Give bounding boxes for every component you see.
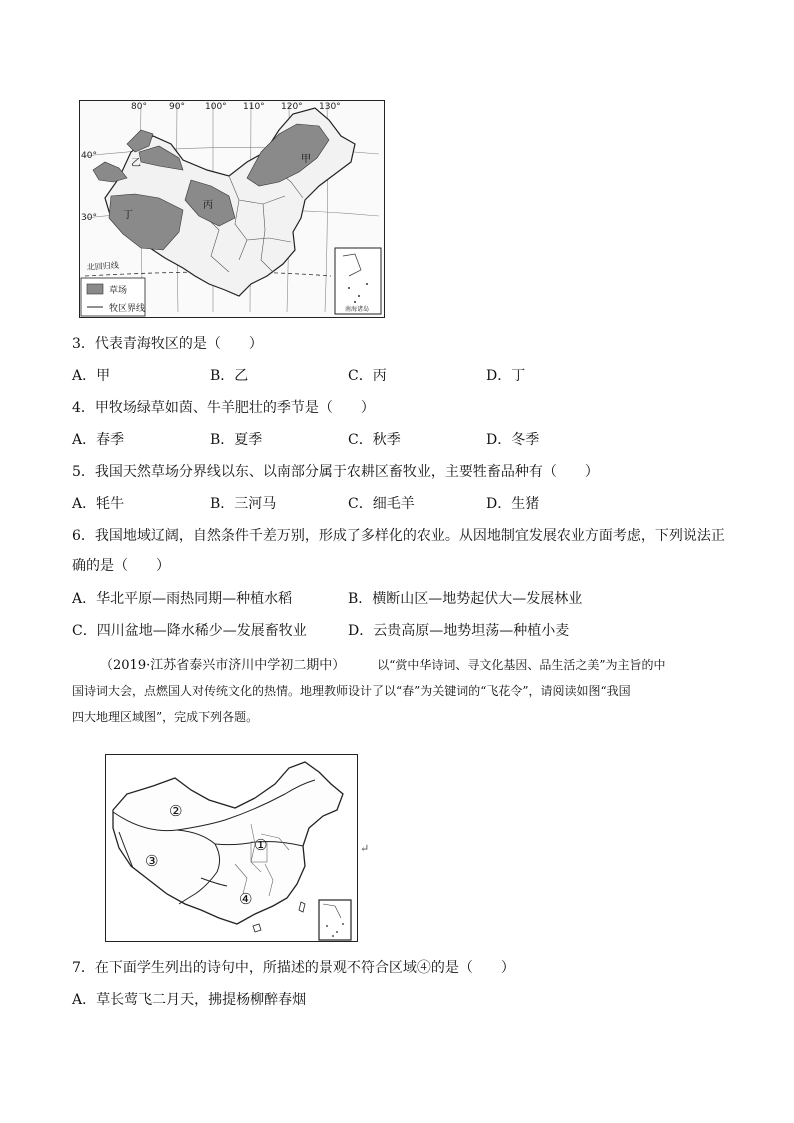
question-7-option-a[interactable]: A．草长莺飞二月天，拂提杨柳醉春烟	[72, 992, 307, 1008]
region-label-3: ③	[145, 852, 159, 870]
lon-label-110: 110°	[243, 102, 265, 112]
lon-label-90: 90°	[169, 102, 185, 112]
legend-boundary-label: 牧区界线	[109, 304, 146, 314]
region-label-bing: 丙	[203, 200, 213, 211]
question-4-option-d[interactable]: D．冬季	[486, 432, 540, 448]
question-6-stem-line1: 6．我国地域辽阔，自然条件千差万别，形成了多样化的农业。从因地制宜发展农业方面考虑，下列说法正	[72, 528, 725, 544]
inset-label: 南海诸岛	[344, 306, 370, 313]
legend-grass-label: 草场	[109, 286, 128, 296]
pasture-map-svg	[79, 100, 385, 318]
lon-label-80: 80°	[131, 102, 147, 112]
intro-text-line2: 国诗词大会，点燃国人对传统文化的热情。地理教师设计了以“春”为关键词的“飞花令”，请阅读如图“我国	[72, 684, 631, 698]
question-4-option-c[interactable]: C．秋季	[348, 432, 401, 448]
lat-label-40: 40°	[81, 151, 97, 161]
region-label-4: ④	[239, 890, 253, 908]
question-6-stem-line2: 确的是（ ）	[72, 558, 170, 574]
region-label-yi: 乙	[131, 158, 141, 169]
question-7-stem: 7．在下面学生列出的诗句中，所描述的景观不符合区域④的是（ ）	[72, 960, 515, 976]
intro-source: （2019·江苏省泰兴市济川中学初二期中）	[100, 658, 346, 673]
regions-map-svg	[105, 754, 358, 942]
question-3-option-d[interactable]: D．丁	[486, 368, 526, 384]
question-3-option-b[interactable]: B．乙	[210, 368, 249, 384]
question-3-stem: 3．代表青海牧区的是（ ）	[72, 336, 263, 352]
lat-label-30: 30°	[81, 213, 97, 223]
question-3-option-c[interactable]: C．丙	[348, 368, 387, 384]
question-4-option-a[interactable]: A．春季	[72, 432, 125, 448]
question-5-option-c[interactable]: C．细毛羊	[348, 496, 415, 512]
legend-grass-swatch	[87, 284, 103, 294]
intro-text-line3: 四大地理区域图”，完成下列各题。	[72, 710, 259, 724]
question-4-option-b[interactable]: B．夏季	[210, 432, 263, 448]
question-6-option-b[interactable]: B．横断山区—地势起伏大—发展林业	[348, 591, 583, 607]
question-5-option-d[interactable]: D．生猪	[486, 496, 540, 512]
return-mark: ↵	[360, 842, 370, 855]
lon-label-120: 120°	[281, 102, 303, 112]
intro-text-line1: 以“赏中华诗词、寻文化基因、品生活之美”为主旨的中	[377, 658, 666, 672]
question-5-option-a[interactable]: A．牦牛	[72, 496, 125, 512]
question-5-stem: 5．我国天然草场分界线以东、以南部分属于农耕区畜牧业，主要牲畜品种有（ ）	[72, 464, 599, 480]
intro-line1	[100, 652, 740, 679]
question-5-option-b[interactable]: B．三河马	[210, 496, 277, 512]
tropic-label: 北回归线	[86, 260, 120, 272]
region-label-2: ②	[169, 802, 183, 820]
lon-label-130: 130°	[319, 102, 341, 112]
question-6-option-c[interactable]: C．四川盆地—降水稀少—发展畜牧业	[72, 623, 307, 639]
regions-map	[105, 754, 358, 942]
question-6-option-d[interactable]: D．云贵高原—地势坦荡—种植小麦	[348, 623, 570, 639]
region-label-ding: 丁	[123, 210, 133, 221]
pasture-map	[79, 100, 385, 318]
question-4-stem: 4．甲牧场绿草如茵、牛羊肥壮的季节是（ ）	[72, 400, 375, 416]
question-3-option-a[interactable]: A．甲	[72, 368, 111, 384]
lon-label-100: 100°	[205, 102, 227, 112]
region-label-1: ①	[254, 836, 268, 854]
question-6-option-a[interactable]: A．华北平原—雨热同期—种植水稻	[72, 591, 293, 607]
region-label-jia: 甲	[301, 154, 311, 165]
